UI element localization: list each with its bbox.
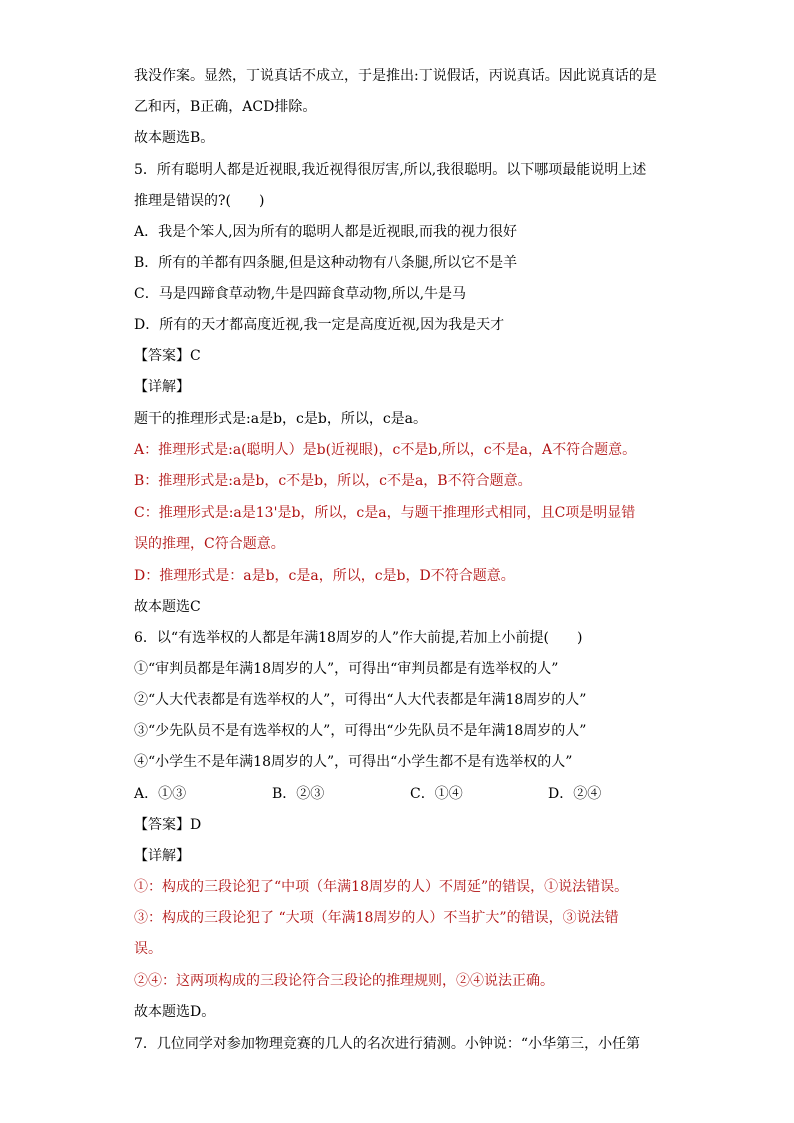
explanation-line: ②④：这两项构成的三段论符合三段论的推理规则，②④说法正确。 <box>134 973 554 989</box>
explanation-line: 题干的推理形式是:a是b，c是b，所以，c是a。 <box>134 411 428 427</box>
question-6-option-a: A．①③ <box>134 786 187 802</box>
text-line: 故本题选B。 <box>134 130 215 146</box>
question-6-item: ④“小学生不是年满18周岁的人”，可得出“小学生都不是有选举权的人” <box>134 754 573 770</box>
explanation-line: A：推理形式是:a(聪明人）是b(近视眼)，c不是b,所以，c不是a，A不符合题意。 <box>134 442 637 458</box>
question-6-item: ①“审判员都是年满18周岁的人”，可得出“审判员都是有选举权的人” <box>134 661 559 677</box>
question-7-stem: 7．几位同学对参加物理竞赛的几人的名次进行猜测。小钟说：“小华第三，小任第 <box>134 1036 641 1052</box>
text-line: 故本题选D。 <box>134 1004 216 1020</box>
question-6-stem: 6．以“有选举权的人都是年满18周岁的人”作大前提,若加上小前提( ) <box>134 630 583 646</box>
explanation-line: 误。 <box>134 941 162 957</box>
explanation-line: C：推理形式是:a是13'是b，所以，c是a，与题干推理形式相同，且C项是明显错 <box>134 505 636 521</box>
question-6-option-b: B．②③ <box>272 786 325 802</box>
question-5-option-b: B．所有的羊都有四条腿,但是这种动物有八条腿,所以它不是羊 <box>134 255 518 271</box>
answer-label: 【答案】C <box>134 348 201 364</box>
explanation-line: B：推理形式是:a是b，c不是b，所以，c不是a，B不符合题意。 <box>134 473 532 489</box>
explanation-label: 【详解】 <box>134 848 190 864</box>
question-6-item: ②“人大代表都是有选举权的人”，可得出“人大代表都是年满18周岁的人” <box>134 692 587 708</box>
question-5-option-a: A．我是个笨人,因为所有的聪明人都是近视眼,而我的视力很好 <box>134 224 518 240</box>
text-line: 我没作案。显然，丁说真话不成立，于是推出:丁说假话，丙说真话。因此说真话的是 <box>134 68 657 84</box>
explanation-line: D：推理形式是：a是b，c是a，所以，c是b，D不符合题意。 <box>134 568 515 584</box>
explanation-line: 误的推理，C符合题意。 <box>134 536 285 552</box>
question-6-item: ③“少先队员不是有选举权的人”，可得出“少先队员不是年满18周岁的人” <box>134 723 587 739</box>
question-6-option-d: D．②④ <box>548 786 602 802</box>
question-6-option-c: C．①④ <box>410 786 463 802</box>
text-line: 乙和丙，B正确，ACD排除。 <box>134 99 317 115</box>
question-5-stem: 5．所有聪明人都是近视眼,我近视得很厉害,所以,我很聪明。以下哪项最能说明上述 <box>134 162 647 178</box>
explanation-line: ③：构成的三段论犯了 “大项（年满18周岁的人）不当扩大”的错误，③说法错 <box>134 910 619 926</box>
explanation-line: ①：构成的三段论犯了“中项（年满18周岁的人）不周延”的错误，①说法错误。 <box>134 879 629 895</box>
text-line: 故本题选C <box>134 599 201 615</box>
explanation-label: 【详解】 <box>134 379 190 395</box>
answer-label: 【答案】D <box>134 817 202 833</box>
question-5-option-d: D．所有的天才都高度近视,我一定是高度近视,因为我是天才 <box>134 317 505 333</box>
question-5-stem: 推理是错误的?( ) <box>134 193 265 209</box>
question-5-option-c: C．马是四蹄食草动物,牛是四蹄食草动物,所以,牛是马 <box>134 286 467 302</box>
